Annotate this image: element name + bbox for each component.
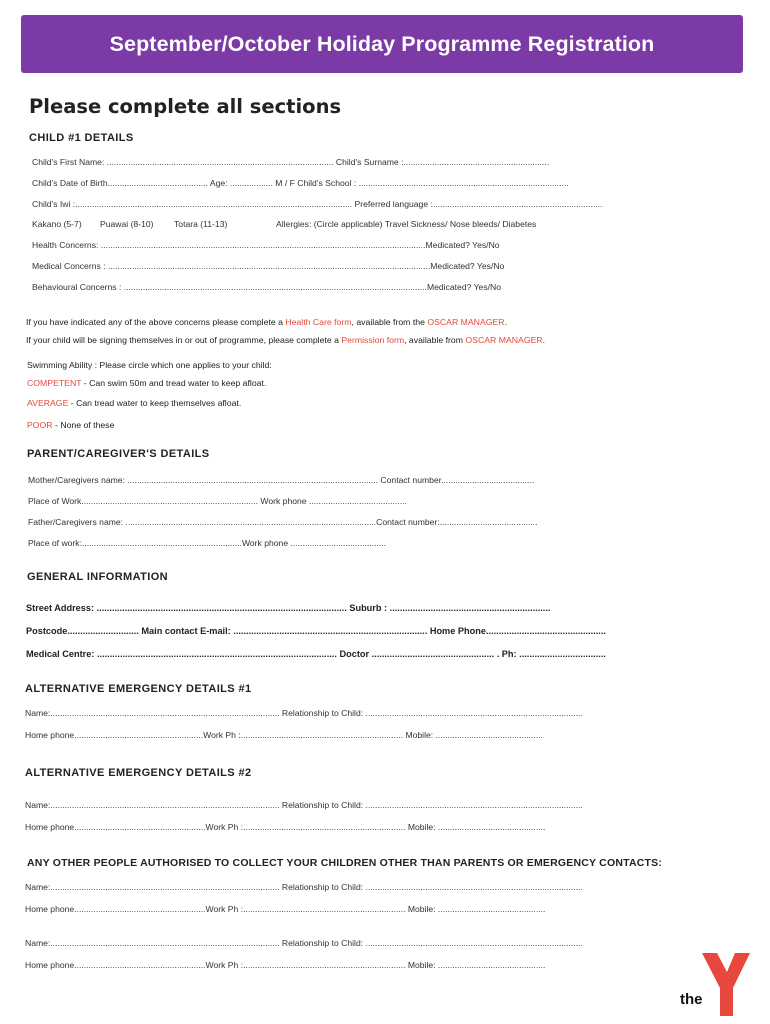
postcode-line[interactable]: Postcode............................ Main contact E-mail: ............................................................................ Home Phone............................................... <box>26 626 606 636</box>
healthcare-note: If you have indicated any of the above concerns please complete a Health Care form, available from the OSCAR MANAGER. <box>26 317 507 327</box>
father-line[interactable]: Father/Caregivers name: .........................................................................................................Contact number:......................................... <box>28 517 538 527</box>
child-group-kakano[interactable]: Kakano (5-7) <box>32 219 82 229</box>
swim-option-poor[interactable]: POOR - None of these <box>27 420 115 430</box>
section-emergency2-title: ALTERNATIVE EMERGENCY DETAILS #2 <box>25 767 252 779</box>
oscar-manager-link[interactable]: OSCAR MANAGER <box>427 317 505 327</box>
logo-text: the <box>680 991 703 1008</box>
health-concerns-line[interactable]: Health Concerns: ........................................................................................................................................Medicated? Yes/No <box>32 240 500 250</box>
swim-option-average[interactable]: AVERAGE - Can tread water to keep themselves afloat. <box>27 398 242 408</box>
authorised1-phone-line[interactable]: Home phone.......................................................Work Ph :.................................................................... Mobile: ............................................. <box>25 904 546 914</box>
child-group-puawai[interactable]: Puawai (8-10) <box>100 219 154 229</box>
child-group-totara[interactable]: Totara (11-13) <box>174 219 228 229</box>
child-dob-line[interactable]: Child's Date of Birth.......................................... Age: .................. M / F Child's School : ........................................................................................ <box>32 178 569 188</box>
father-work-line[interactable]: Place of work:...................................................................Work phone ........................................ <box>28 538 387 548</box>
child-name-line[interactable]: Child's First Name: ............................................................................................... Child's Surname :............................................................. <box>32 157 550 167</box>
permission-form-link[interactable]: Permission form <box>341 335 405 345</box>
section-child-title: CHILD #1 DETAILS <box>29 132 134 144</box>
swimming-prompt: Swimming Ability : Please circle which one applies to your child: <box>27 360 272 370</box>
swim-option-competent[interactable]: COMPETENT - Can swim 50m and tread water to keep afloat. <box>27 378 267 388</box>
section-parent-title: PARENT/CAREGIVER'S DETAILS <box>27 448 210 460</box>
section-emergency1-title: ALTERNATIVE EMERGENCY DETAILS #1 <box>25 683 252 695</box>
health-care-form-link[interactable]: Health Care form <box>285 317 352 327</box>
emergency1-name-line[interactable]: Name:................................................................................................ Relationship to Child: ........................................................................................... <box>25 708 583 718</box>
y-logo-shape <box>702 953 750 1016</box>
child-allergies[interactable]: Allergies: (Circle applicable) Travel Sickness/ Nose bleeds/ Diabetes <box>276 219 537 229</box>
authorised1-name-line[interactable]: Name:................................................................................................ Relationship to Child: ........................................................................................... <box>25 882 583 892</box>
title-banner <box>21 15 743 73</box>
ymca-logo <box>675 950 755 1016</box>
emergency2-name-line[interactable]: Name:................................................................................................ Relationship to Child: ........................................................................................... <box>25 800 583 810</box>
section-authorised-title: ANY OTHER PEOPLE AUTHORISED TO COLLECT YOUR CHILDREN OTHER THAN PARENTS OR EMERGENCY CONTACTS: <box>27 857 663 869</box>
permission-note: If your child will be signing themselves in or out of programme, please complete a Permission form, available from OSCAR MANAGER. <box>26 335 546 345</box>
mother-work-line[interactable]: Place of Work.......................................................................... Work phone ......................................... <box>28 496 407 506</box>
emergency1-phone-line[interactable]: Home phone......................................................Work Ph :.................................................................... Mobile: ............................................. <box>25 730 543 740</box>
page-title: September/October Holiday Programme Registration <box>109 31 655 56</box>
section-general-title: GENERAL INFORMATION <box>27 571 169 583</box>
authorised2-phone-line[interactable]: Home phone.......................................................Work Ph :.................................................................... Mobile: ............................................. <box>25 960 546 970</box>
address-line[interactable]: Street Address: .................................................................................................. Suburb : ............................................................... <box>26 603 551 613</box>
authorised2-name-line[interactable]: Name:................................................................................................ Relationship to Child: ........................................................................................... <box>25 938 583 948</box>
mother-line[interactable]: Mother/Caregivers name: ......................................................................................................... Contact number....................................... <box>28 475 535 485</box>
medical-concerns-line[interactable]: Medical Concerns : .......................................................................................................................................Medicated? Yes/No <box>32 261 505 271</box>
intro-heading: Please complete all sections <box>29 95 342 118</box>
behavioural-concerns-line[interactable]: Behavioural Concerns : ...............................................................................................................................Medicated? Yes/No <box>32 282 501 292</box>
oscar-manager-link-2[interactable]: OSCAR MANAGER <box>465 335 543 345</box>
emergency2-phone-line[interactable]: Home phone.......................................................Work Ph :.................................................................... Mobile: ............................................. <box>25 822 546 832</box>
medical-centre-line[interactable]: Medical Centre: .............................................................................................. Doctor ................................................ . Ph: .................................. <box>26 649 606 659</box>
child-iwi-line[interactable]: Child's Iwi :.................................................................................................................... Preferred language :....................................................................... <box>32 199 603 209</box>
